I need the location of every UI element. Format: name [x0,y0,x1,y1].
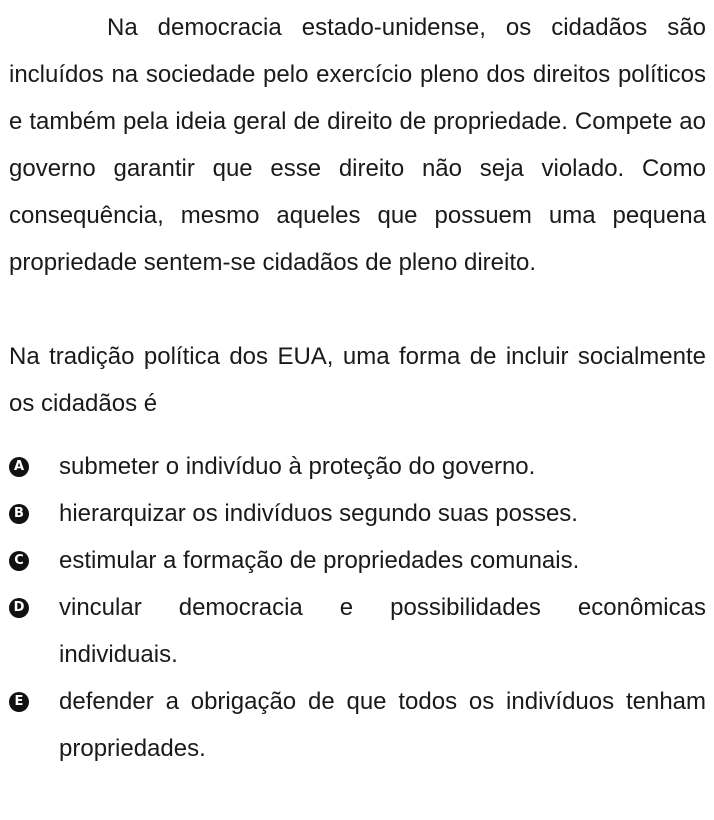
option-e-letter-badge: E [9,692,29,712]
option-b-text: hierarquizar os indivíduos segundo suas posses. [59,500,578,527]
option-a-text: submeter o indivíduo à proteção do governo. [59,453,536,480]
option-e-text: defender a obrigação de que todos os indivíduos tenham propriedades. [59,688,706,762]
option-a-letter-badge: A [9,457,29,477]
option-c-text: estimular a formação de propriedades comunais. [59,547,580,574]
option-d[interactable] [9,584,706,678]
option-d-letter-badge: D [9,598,29,618]
option-e[interactable] [9,678,706,772]
answer-options [9,443,706,772]
option-b-letter-badge: B [9,504,29,524]
option-b[interactable] [9,490,706,537]
option-c-letter-badge: C [9,551,29,571]
option-d-text: vincular democracia e possibilidades econômicas individuais. [59,594,706,668]
question-stem: Na tradição política dos EUA, uma forma de incluir socialmente os cidadãos é [9,343,706,417]
option-c[interactable] [9,537,706,584]
passage-text: Na democracia estado-unidense, os cidadãos são incluídos na sociedade pelo exercício pleno dos direitos políticos e também pela ideia geral de direito de propriedade. Compete ao governo garantir que esse direito não seja violado. Como consequência, mesmo aqueles que possuem uma pequena propriedade sentem-se cidadãos de pleno direito. [9,14,706,276]
option-a[interactable] [9,443,706,490]
